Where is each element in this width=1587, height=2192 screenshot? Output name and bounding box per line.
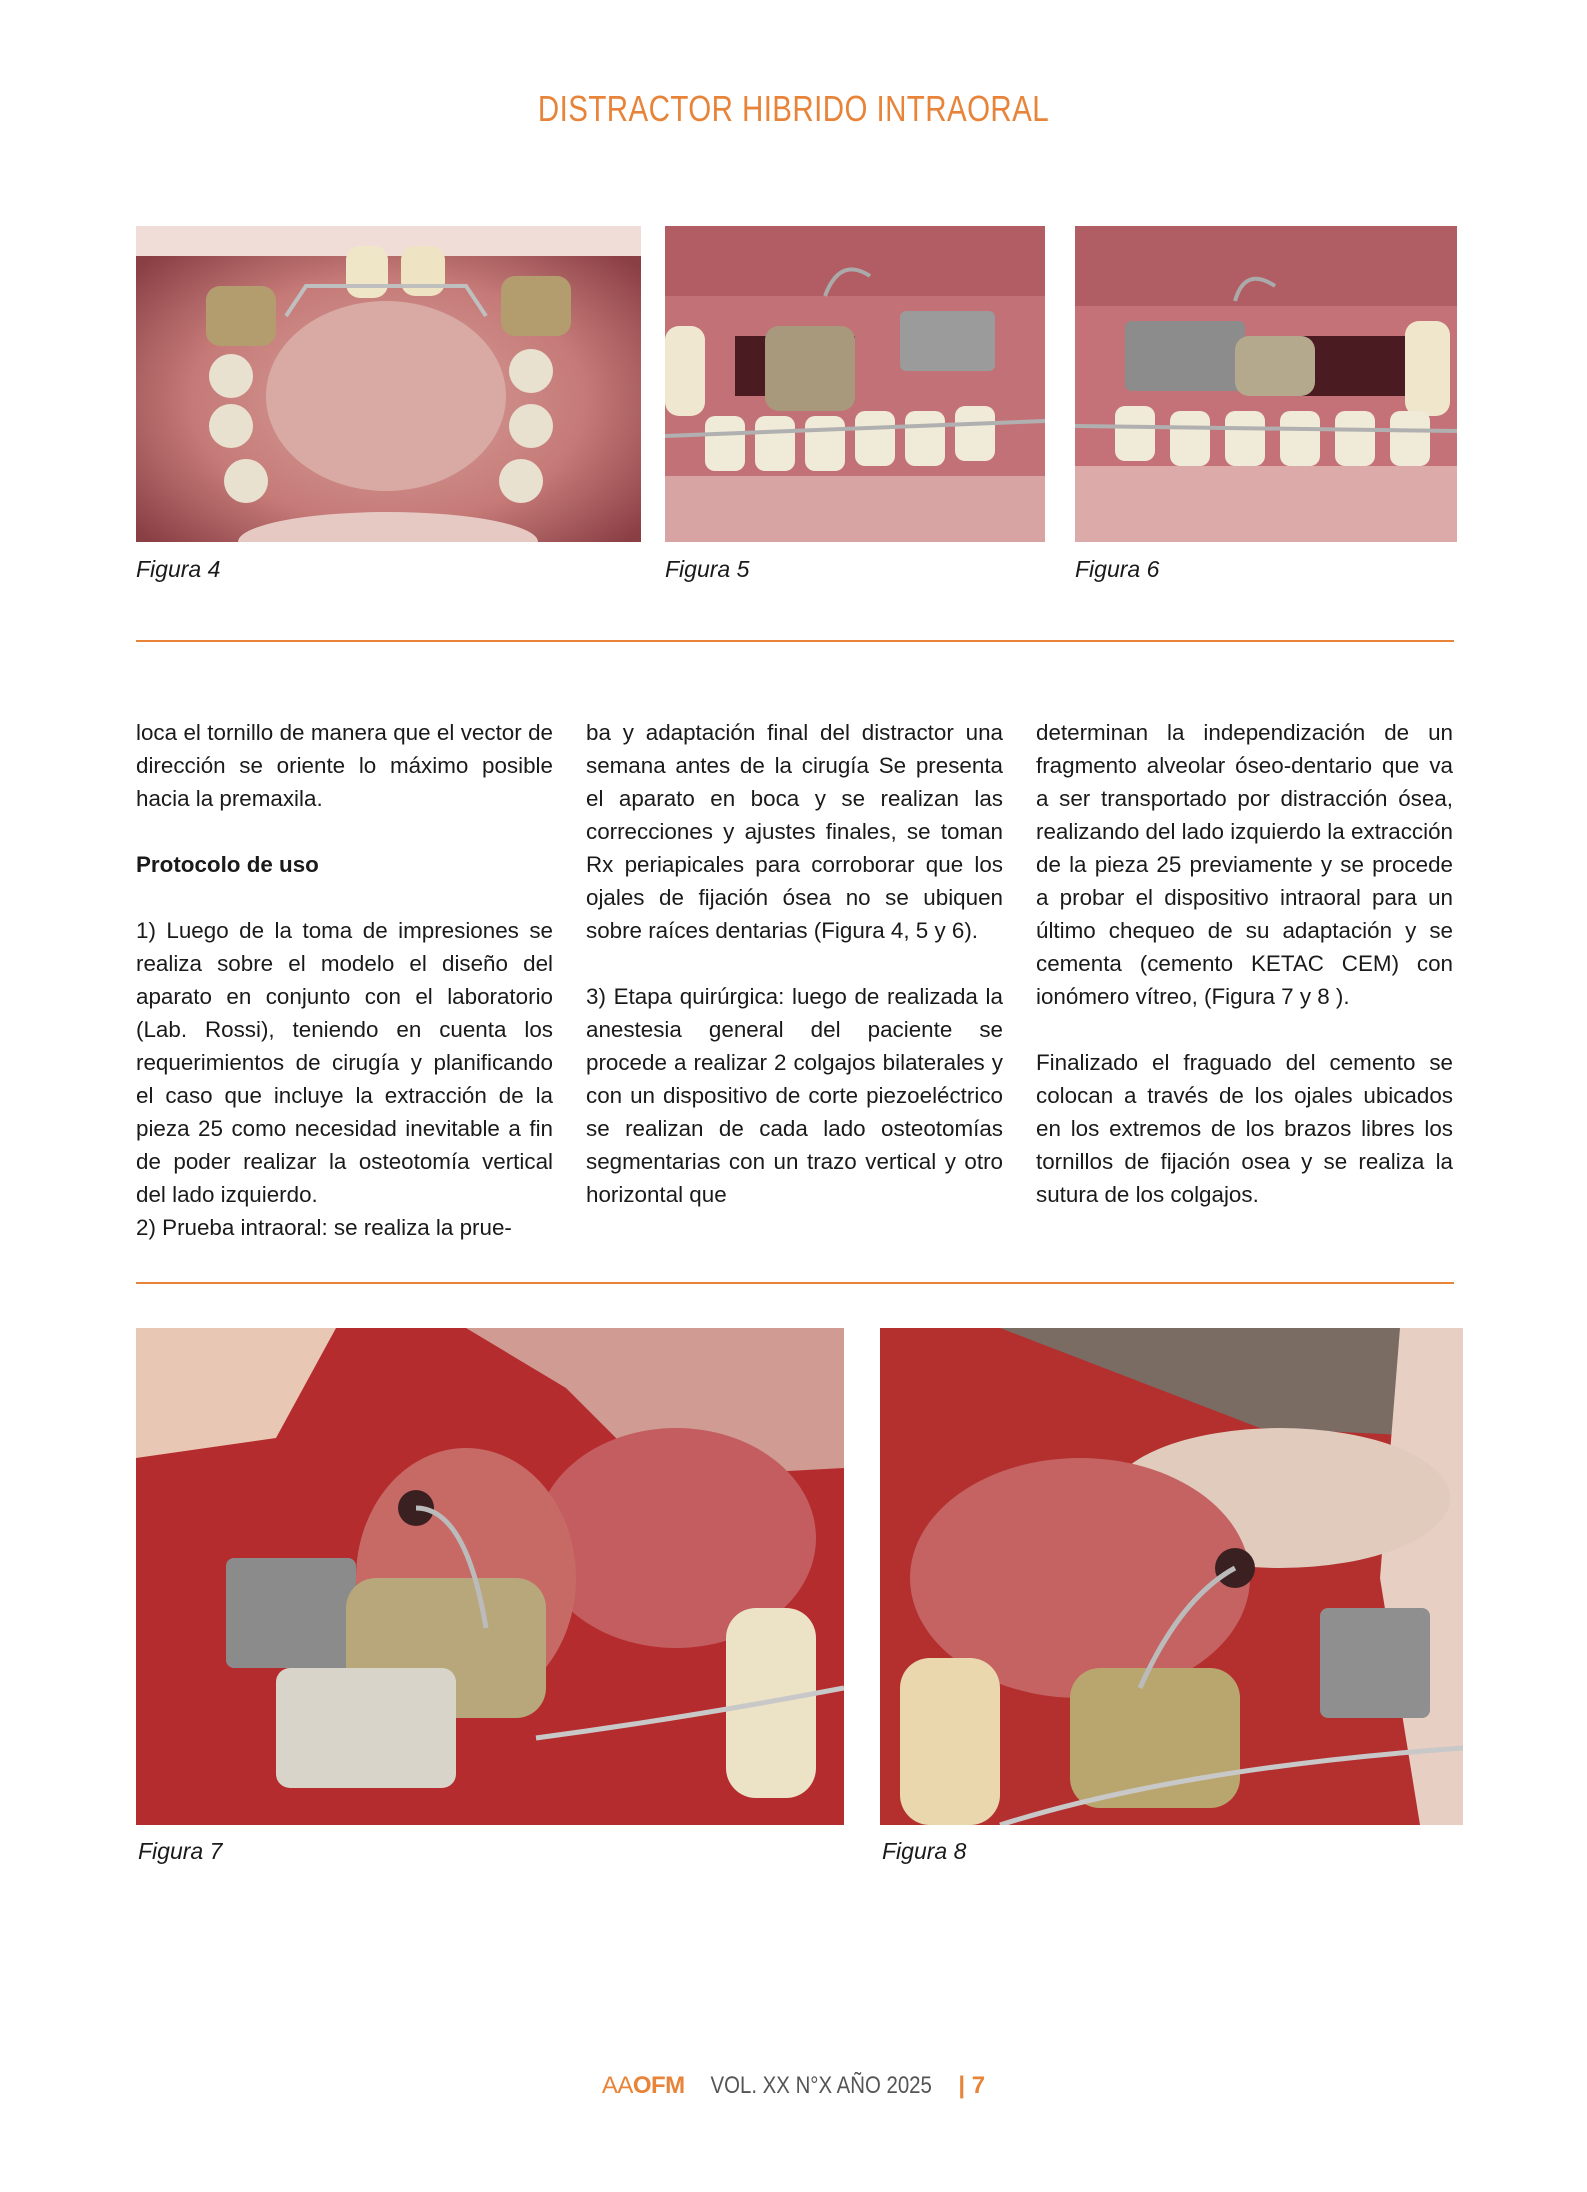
text-column-3 <box>1036 716 1453 1211</box>
paragraph: Finalizado el fraguado del cemento se colocan a través de los ojales ubicados en los extremos de los brazos libres los tornillos de fijación osea y se realiza la sutura de los colgajos. <box>1036 1050 1453 1207</box>
paragraph: 3) Etapa quirúrgica: luego de realizada la anestesia general del paciente se procede a realizar 2 colgajos bilaterales y con un dispositivo de corte piezoeléctrico se realizan de cada lado osteotomías segmentarias con un trazo vertical y otro horizontal que <box>586 984 1003 1207</box>
paragraph: loca el tornillo de manera que el vector de dirección se oriente lo máximo posible hacia la premaxila. <box>136 720 553 811</box>
footer-separator: | <box>958 2072 966 2099</box>
paragraph: ba y adaptación final del distractor una semana antes de la cirugía Se presenta el aparato en boca y se realizan las correcciones y ajustes finales, se toman Rx periapicales para corroborar que los ojales de fijación ósea no se ubiquen sobre raíces dentarias (Figura 4, 5 y 6). <box>586 720 1003 943</box>
figure-6-caption: Figura 6 <box>1075 556 1160 582</box>
section-heading: Protocolo de uso <box>136 852 319 877</box>
divider-top <box>136 640 1454 642</box>
divider-bottom <box>136 1282 1454 1284</box>
journal-logo: AAOFM <box>601 2072 685 2099</box>
figure-8-photo <box>880 1328 1463 1825</box>
running-header-title: DISTRACTOR HIBRIDO INTRAORAL <box>537 88 1050 129</box>
figure-7-photo <box>136 1328 844 1825</box>
paragraph: determinan la independización de un fragmento alveolar óseo-dentario que va a ser transportado por distracción ósea, realizando del lado izquierdo la extracción de la pieza 25 previamente y se procede a probar el dispositivo intraoral para un último chequeo de su adaptación y se cementa (cemento KETAC CEM) con ionómero vítreo, (Figura 7 y 8 ). <box>1036 720 1453 1009</box>
paragraph: 2) Prueba intraoral: se realiza la prue- <box>136 1215 512 1240</box>
figure-5-photo <box>665 226 1045 542</box>
figure-4-photo <box>136 226 641 542</box>
paragraph: 1) Luego de la toma de impresiones se realiza sobre el modelo el diseño del aparato en conjunto con el laboratorio (Lab. Rossi), teniendo en cuenta los requerimientos de cirugía y planificando el caso que incluye la extracción de la pieza 25 como necesidad inevitable a fin de poder realizar la osteotomía vertical del lado izquierdo. <box>136 918 553 1207</box>
volume-info: VOL. XX N°X AÑO 2025 <box>710 2072 933 2099</box>
page-footer <box>0 2072 1587 2100</box>
figure-5-caption: Figura 5 <box>665 556 750 582</box>
figure-4-caption: Figura 4 <box>136 556 221 582</box>
page-number: 7 <box>971 2072 986 2099</box>
figure-7-caption: Figura 7 <box>138 1838 223 1864</box>
figure-8-caption: Figura 8 <box>882 1838 967 1864</box>
figure-6-photo <box>1075 226 1457 542</box>
text-column-2 <box>586 716 1003 1211</box>
text-column-1 <box>136 716 553 1244</box>
